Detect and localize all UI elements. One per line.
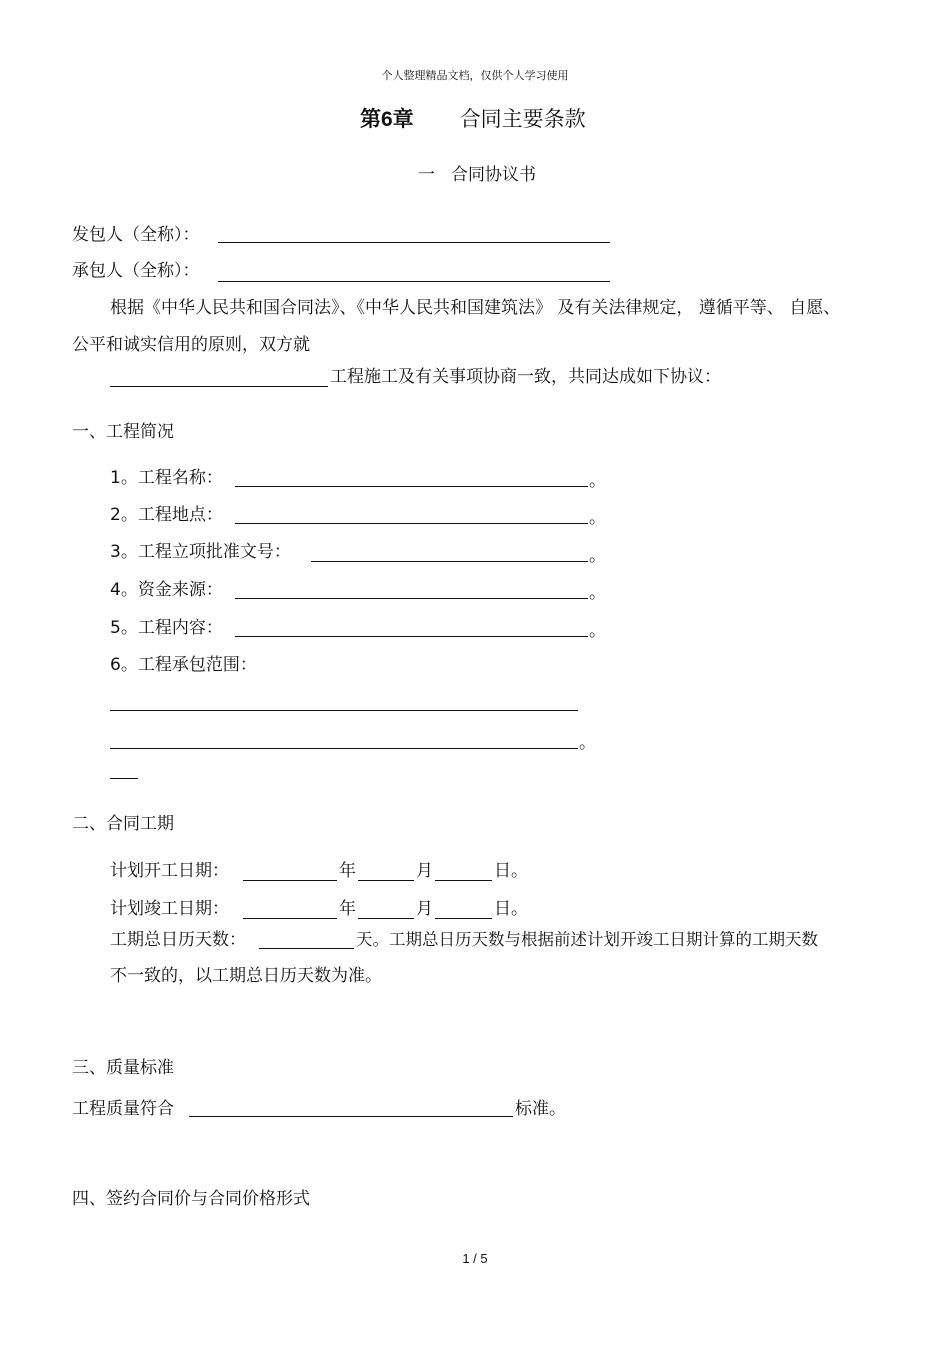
item-5-end: 。 <box>589 621 606 641</box>
finish-month-blank[interactable] <box>358 918 414 919</box>
scope-blank-1[interactable] <box>110 710 578 711</box>
section-4-heading: 四、签约合同价与合同价格形式 <box>72 1189 310 1209</box>
finish-month-unit: 月 <box>416 899 433 919</box>
item-5-label: 5。工程内容： <box>110 618 223 638</box>
section-3-heading: 三、质量标准 <box>72 1058 174 1078</box>
scope-end: 。 <box>579 733 596 753</box>
item-2-label: 2。工程地点： <box>110 505 223 525</box>
duration-text-2: 不一致的，以工期总日历天数为准。 <box>110 966 382 986</box>
item-2-end: 。 <box>589 508 606 528</box>
contractor-name-blank[interactable] <box>218 281 610 282</box>
header-note: 个人整理精品文档，仅供个人学习使用 <box>381 69 569 82</box>
project-name-blank[interactable] <box>110 386 328 387</box>
finish-year-blank[interactable] <box>243 918 337 919</box>
chapter-title <box>360 105 586 134</box>
finish-day-blank[interactable] <box>435 918 492 919</box>
finish-year-unit: 年 <box>339 899 356 919</box>
duration-label: 工期总日历天数： <box>110 930 246 950</box>
duration-blank[interactable] <box>259 948 354 949</box>
section-2-heading: 二、合同工期 <box>72 814 174 834</box>
item-1-label: 1。工程名称： <box>110 468 223 488</box>
employer-name-blank[interactable] <box>218 242 610 243</box>
start-year-unit: 年 <box>339 861 356 881</box>
item-5-blank[interactable] <box>235 636 588 637</box>
start-month-unit: 月 <box>416 861 433 881</box>
chapter-number: 第6章 <box>360 108 414 131</box>
finish-date-label: 计划竣工日期： <box>110 899 229 919</box>
item-3-end: 。 <box>589 546 606 566</box>
item-6-label: 6。工程承包范围： <box>110 655 257 675</box>
employer-label: 发包人（全称）： <box>72 225 200 245</box>
preamble-line-2: 公平和诚实信用的原则，双方就 <box>72 335 310 355</box>
start-day-blank[interactable] <box>435 880 492 881</box>
quality-text-before: 工程质量符合 <box>72 1099 174 1119</box>
item-3-label: 3。工程立项批准文号： <box>110 542 291 562</box>
contractor-label: 承包人（全称）： <box>72 261 200 281</box>
preamble-line-3: 工程施工及有关事项协商一致，共同达成如下协议： <box>330 367 721 387</box>
item-1-end: 。 <box>589 471 606 491</box>
preamble-line-1: 根据《中华人民共和国合同法》、《中华人民共和国建筑法》 及有关法律规定， 遵循平等、 自愿、 <box>110 298 841 318</box>
scope-blank-2[interactable] <box>110 748 578 749</box>
item-4-blank[interactable] <box>235 598 588 599</box>
scope-blank-3[interactable] <box>110 778 138 779</box>
quality-text-after: 标准。 <box>515 1099 566 1119</box>
start-year-blank[interactable] <box>243 880 337 881</box>
start-month-blank[interactable] <box>358 880 414 881</box>
quality-standard-blank[interactable] <box>189 1116 513 1117</box>
subtitle-number: 一 <box>418 165 435 185</box>
subtitle <box>418 164 536 186</box>
duration-text: 天。工期总日历天数与根据前述计划开竣工日期计算的工期天数 <box>356 930 818 949</box>
section-1-heading: 一、工程简况 <box>72 422 174 442</box>
item-3-blank[interactable] <box>311 561 588 562</box>
start-date-label: 计划开工日期： <box>110 861 229 881</box>
subtitle-name: 合同协议书 <box>451 165 536 185</box>
start-day-unit: 日。 <box>494 861 528 881</box>
page-number: 1 / 5 <box>462 1251 488 1266</box>
item-4-end: 。 <box>589 583 606 603</box>
item-2-blank[interactable] <box>235 523 588 524</box>
item-4-label: 4。资金来源： <box>110 580 223 600</box>
chapter-name: 合同主要条款 <box>459 107 586 131</box>
finish-day-unit: 日。 <box>494 899 528 919</box>
item-1-blank[interactable] <box>235 486 588 487</box>
